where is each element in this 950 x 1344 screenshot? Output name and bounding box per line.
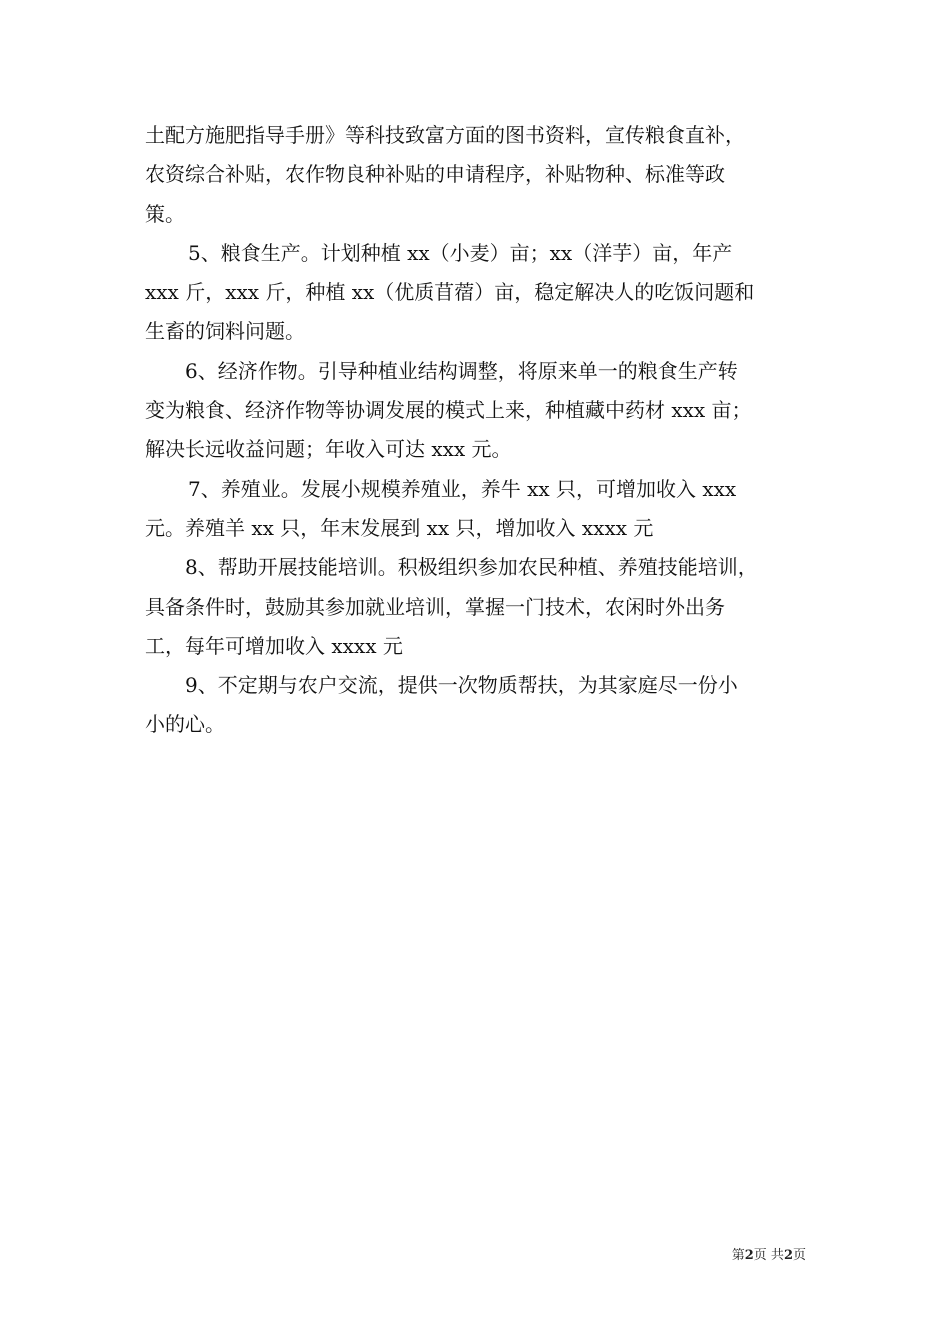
text-line: 解决长远收益问题；年收入可达 xxx 元。 <box>145 437 512 462</box>
footer-prefix: 第 <box>731 1248 745 1263</box>
text-line: 变为粮食、经济作物等协调发展的模式上来，种植藏中药材 xxx 亩； <box>145 398 752 423</box>
paragraph-8-start: 8、帮助开展技能培训。积极组织参加农民种植、养殖技能培训， <box>185 555 758 580</box>
total-pages-number: 2 <box>783 1248 793 1263</box>
paragraph-7-start: 7、养殖业。发展小规模养殖业，养牛 xx 只，可增加收入 xxx <box>188 476 737 501</box>
text-line: 农资综合补贴，农作物良种补贴的申请程序，补贴物种、标准等政 <box>145 162 725 187</box>
footer-middle: 页 共 <box>753 1248 784 1263</box>
text-line: 具备条件时，鼓励其参加就业培训，掌握一门技术，农闲时外出务 <box>145 594 725 619</box>
text-line: 元。养殖羊 xx 只，年末发展到 xx 只，增加收入 xxxx 元 <box>145 515 654 540</box>
paragraph-5-start: 5、粮食生产。计划种植 xx（小麦）亩；xx（洋芋）亩，年产 <box>188 240 733 265</box>
text-line: 土配方施肥指导手册》等科技致富方面的图书资料，宣传粮食直补， <box>145 123 745 147</box>
text-line: 策。 <box>145 201 185 226</box>
text-line: xxx 斤，xxx 斤，种植 xx（优质苜蓿）亩，稳定解决人的吃饭问题和 <box>145 280 755 305</box>
document-body <box>145 116 820 745</box>
text-line: 小的心。 <box>145 712 225 737</box>
page-number-footer <box>732 1248 806 1264</box>
footer-suffix: 页 <box>792 1248 806 1263</box>
text-line: 工，每年可增加收入 xxxx 元 <box>145 633 403 658</box>
paragraph-9-start: 9、不定期与农户交流，提供一次物质帮扶，为其家庭尽一份小 <box>185 673 738 698</box>
current-page-number: 2 <box>744 1248 754 1263</box>
text-line: 生畜的饲料问题。 <box>145 319 305 344</box>
paragraph-6-start: 6、经济作物。引导种植业结构调整，将原来单一的粮食生产转 <box>185 358 738 383</box>
